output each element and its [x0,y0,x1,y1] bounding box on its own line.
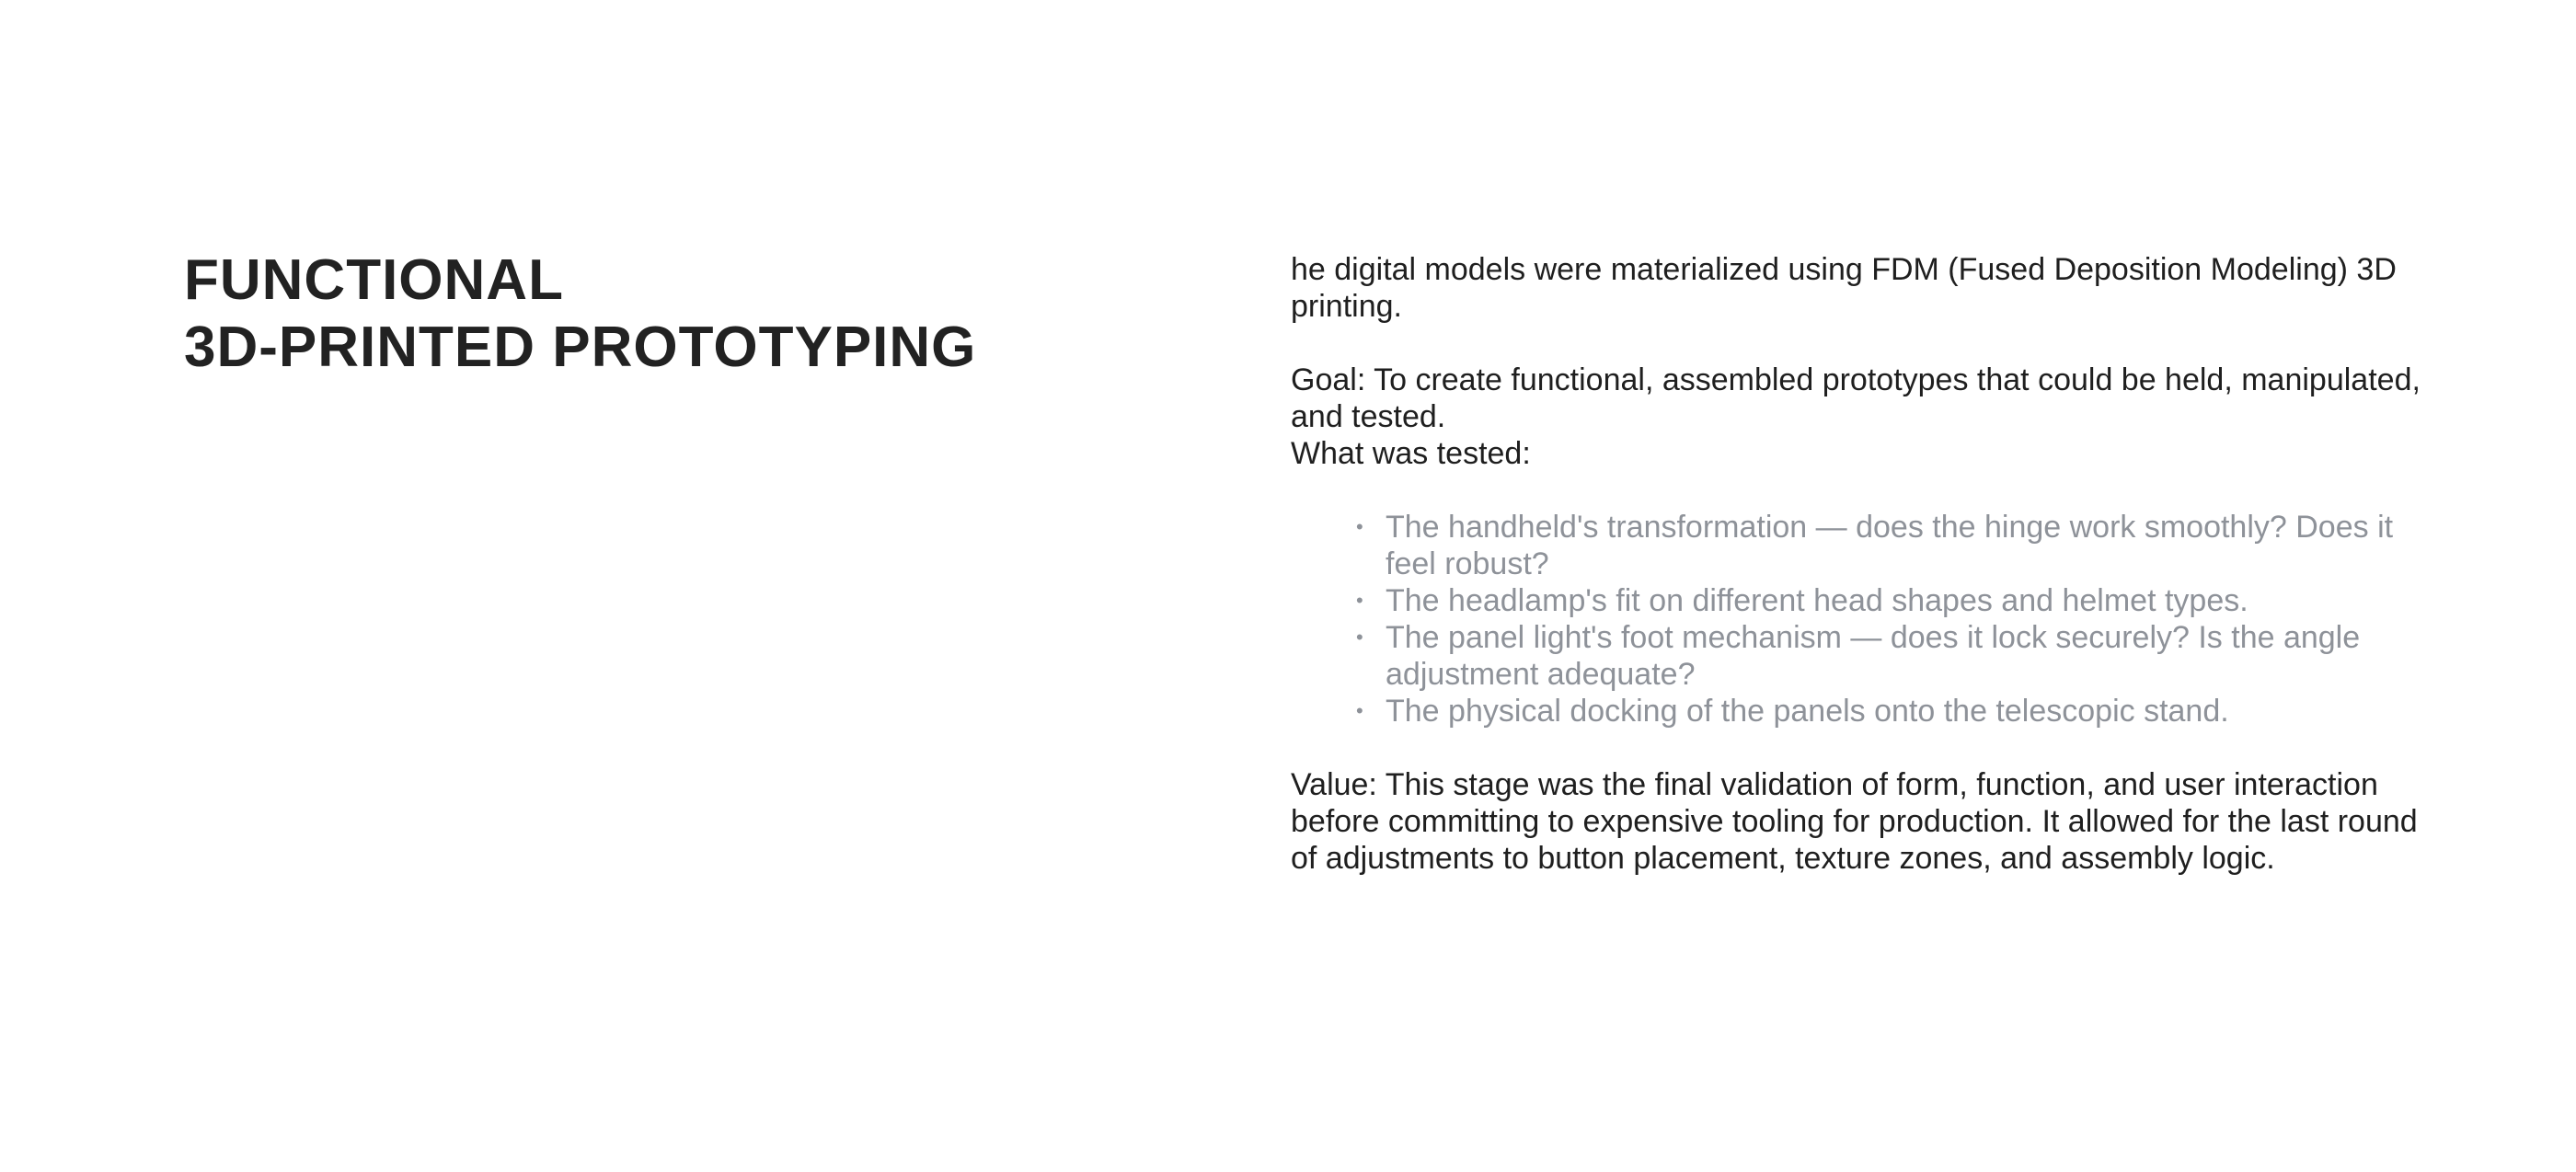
list-item [1356,693,2422,730]
tested-list [1291,509,2422,730]
description-section [1291,251,2422,877]
list-item-text: The panel light's foot mechanism — does it lock securely? Is the angle adjustment adequate? [1386,620,2361,692]
list-item [1356,619,2422,693]
bullet-icon: • [1356,626,1363,649]
intro-paragraph: he digital models were materialized using FDM (Fused Deposition Modeling) 3D printing. [1291,252,2397,324]
list-item-text: The headlamp's fit on different head shapes and helmet types. [1386,583,2248,618]
spacer [1291,730,2422,766]
tested-heading: What was tested: [1291,436,1531,471]
list-item [1356,509,2422,582]
list-item-text: The physical docking of the panels onto the telescopic stand. [1386,694,2229,729]
bullet-icon: • [1356,699,1363,722]
spacer [1291,472,2422,509]
goal-paragraph: Goal: To create functional, assembled prototypes that could be held, manipulated, and tested. [1291,362,2421,434]
title-line-1: FUNCTIONAL [184,248,564,312]
title-line-2: 3D-PRINTED PROTOTYPING [184,316,977,379]
bullet-icon: • [1356,589,1363,612]
value-paragraph: Value: This stage was the final validation of form, function, and user interaction before committing to expensive tooling for production. It allowed for the last round of adjustments to button placement, texture zones, and assembly logic. [1291,767,2418,876]
page-title [184,247,1196,381]
bullet-icon: • [1356,515,1363,538]
list-item [1356,582,2422,619]
list-item-text: The handheld's transformation — does the hinge work smoothly? Does it feel robust? [1386,510,2394,581]
spacer [1291,325,2422,362]
